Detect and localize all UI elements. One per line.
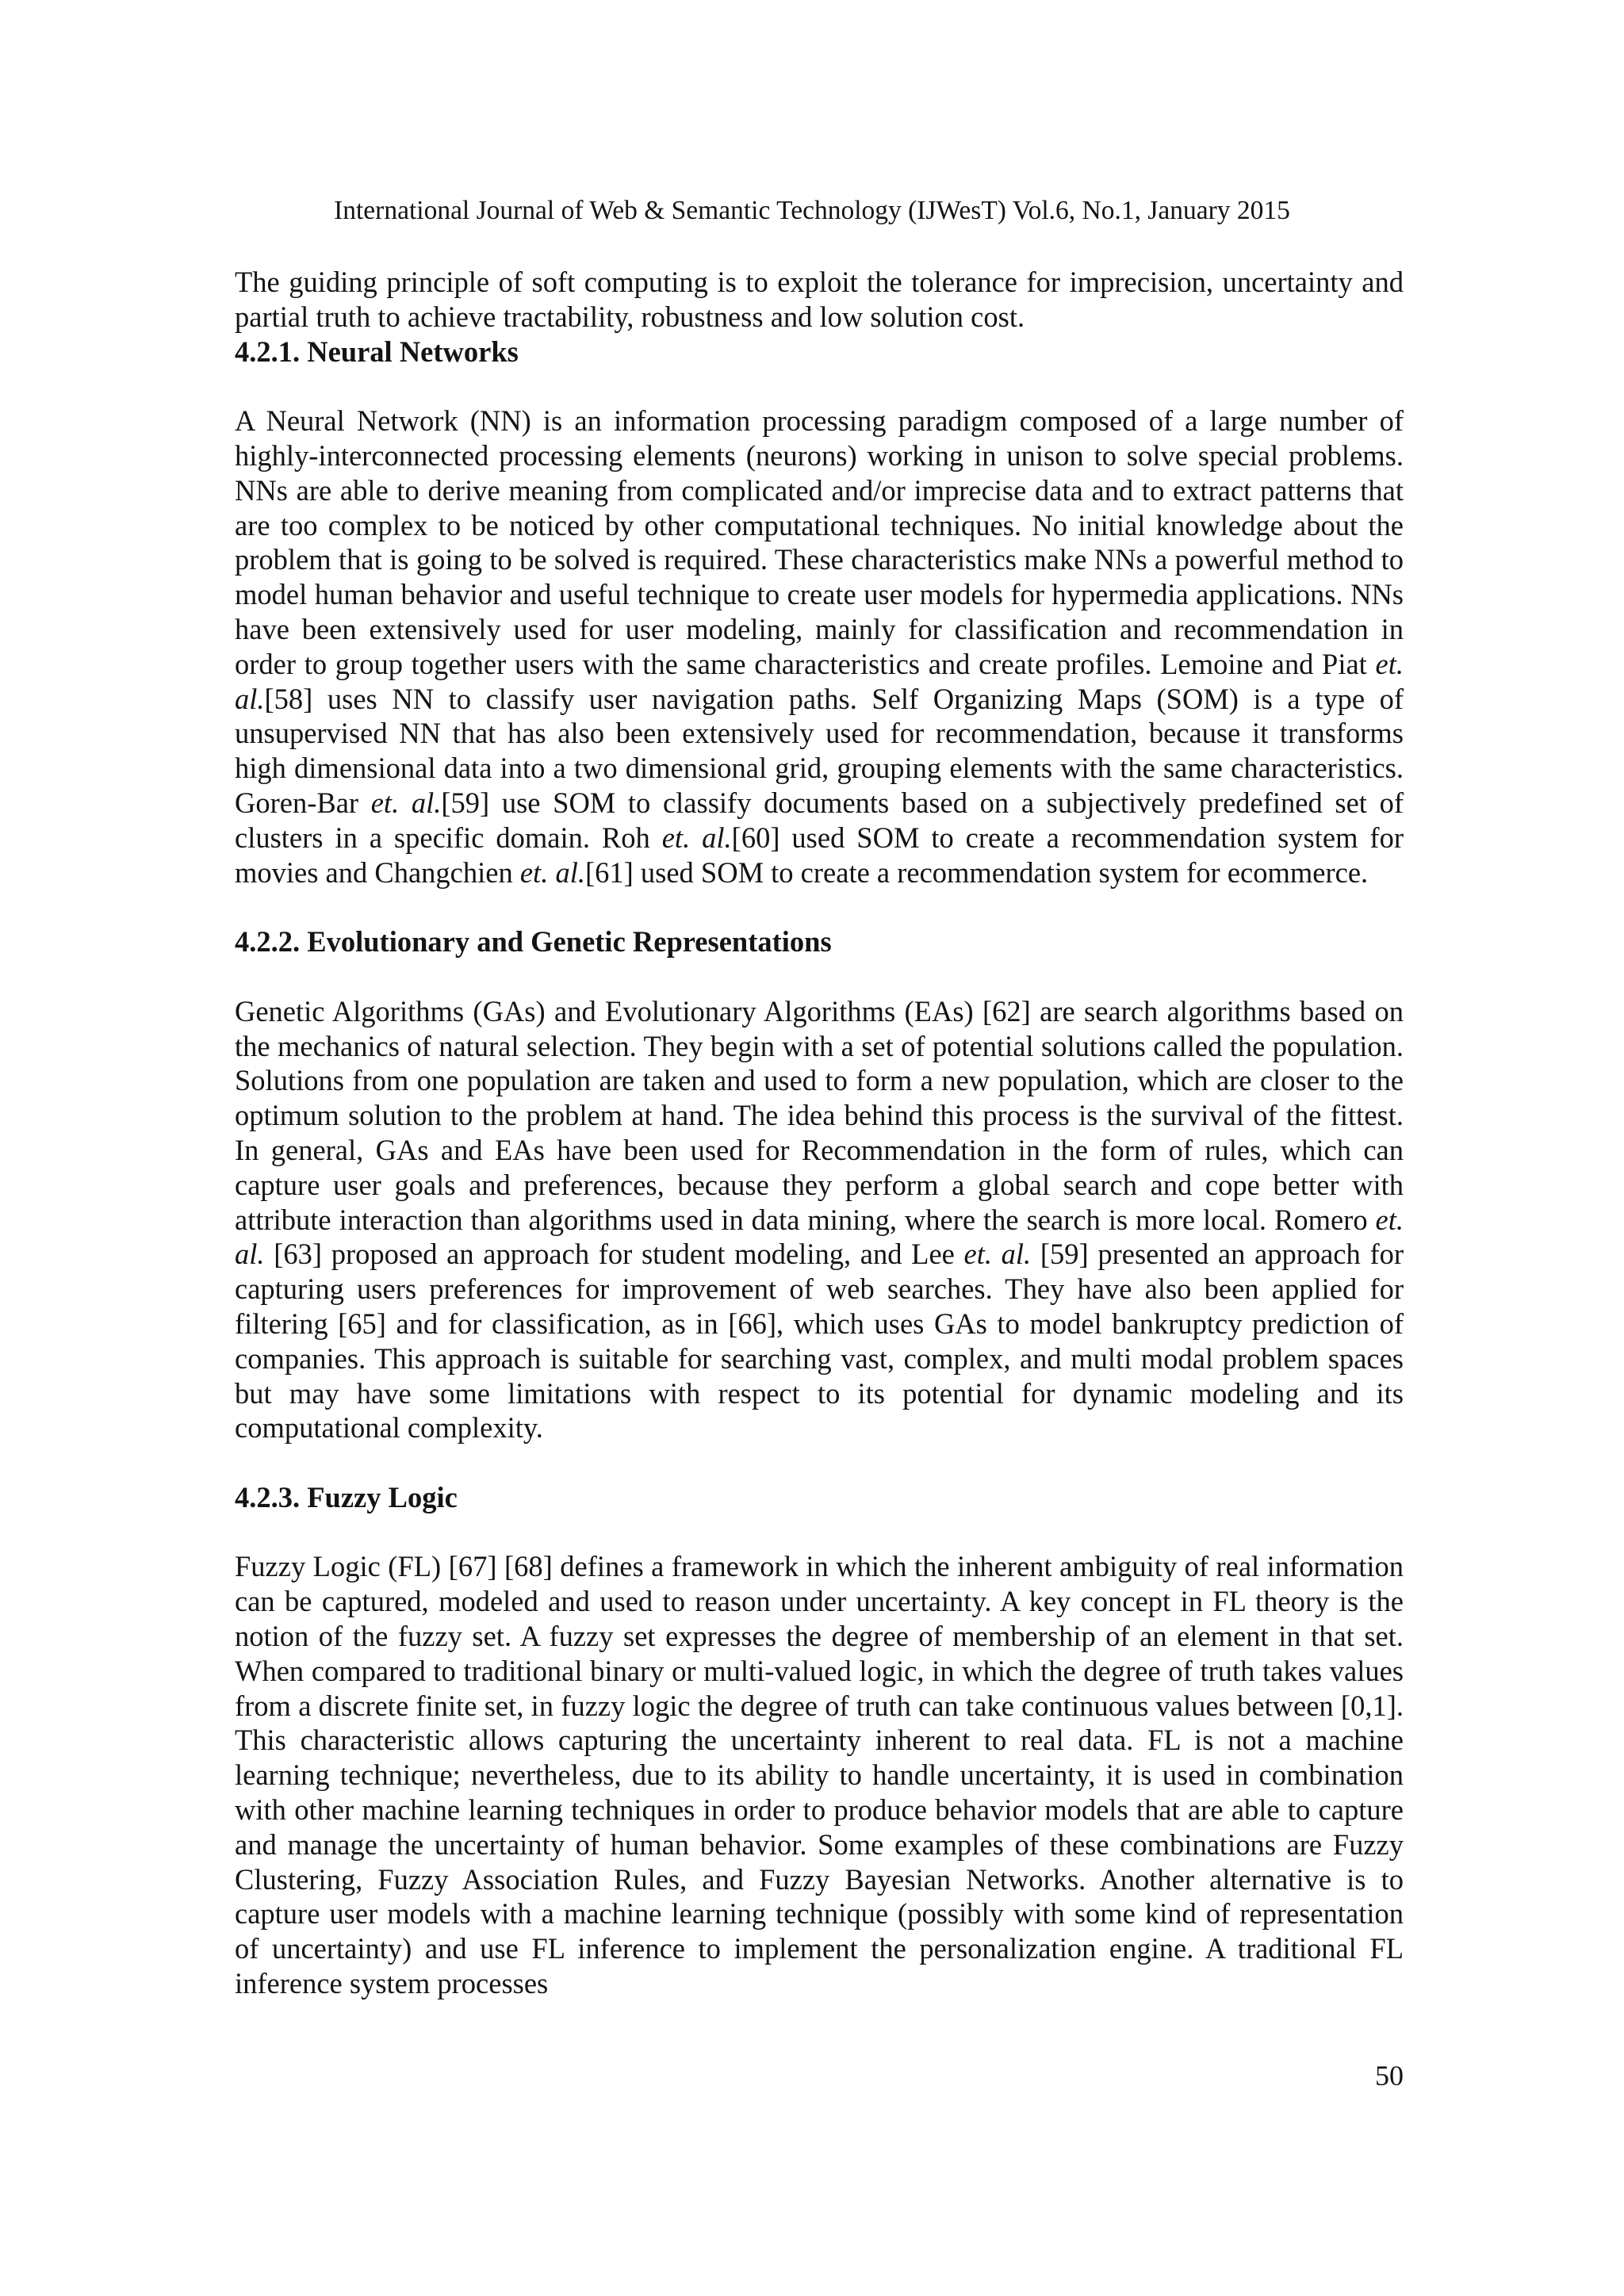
text-run: [61] used SOM to create a recommendation system for ecommerce. <box>584 855 1369 889</box>
page-body <box>235 265 1404 2001</box>
italic-et-al: et. al. <box>235 647 1404 715</box>
italic-et-al: et. al. <box>661 821 732 854</box>
paragraph-evolutionary-genetic <box>235 994 1404 1445</box>
intro-paragraph: The guiding principle of soft computing is to exploit the tolerance for imprecision, uncertainty and partial truth to achieve tractability, robustness and low solution cost. <box>235 266 1404 333</box>
italic-et-al: et. al. <box>519 855 585 889</box>
italic-et-al: et. al. <box>235 1203 1404 1271</box>
page-number: 50 <box>1375 2060 1404 2091</box>
spacer <box>235 369 1404 404</box>
text-run: [63] proposed an approach for student modeling, and Lee <box>264 1238 964 1271</box>
italic-et-al: et. al. <box>963 1238 1032 1271</box>
spacer <box>235 1515 1404 1550</box>
spacer <box>235 959 1404 994</box>
section-heading-fuzzy-logic: 4.2.3. Fuzzy Logic <box>235 1480 458 1513</box>
text-run: [59] use SOM to classify documents based on a subjectively predefined set of clusters in a specific domain. Roh <box>235 786 1404 854</box>
section-heading-neural-networks: 4.2.1. Neural Networks <box>235 335 519 368</box>
spacer <box>235 1445 1404 1480</box>
italic-et-al: et. al. <box>370 786 442 819</box>
text-run: A Neural Network (NN) is an information processing paradigm composed of a large number of highly-interconnected processing elements (neurons) working in unison to solve special problems. NNs are able to derive meaning from complicated and/or imprecise data and to extract patterns that are too complex to be noticed by other computational techniques. No initial knowledge about the problem that is going to be solved is required. These characteristics make NNs a powerful method to model human behavior and useful technique to create user models for hypermedia applications. NNs have been extensively used for user modeling, mainly for classification and recommendation in order to group together users with the same characteristics and create profiles. Lemoine and Piat <box>235 404 1404 680</box>
text-run: [59] presented an approach for capturing users preferences for improvement of web searches. They have also been applied for filtering [65] and for classification, as in [66], which uses GAs to model bankruptcy prediction of companies. This approach is suitable for searching vast, complex, and multi modal problem spaces but may have some limitations with respect to its potential for dynamic modeling and its computational complexity. <box>235 1238 1404 1445</box>
text-run: Genetic Algorithms (GAs) and Evolutionary Algorithms (EAs) [62] are search algorithms based on the mechanics of natural selection. They begin with a set of potential solutions called the population. Solutions from one population are taken and used to form a new population, which are closer to the optimum solution to the problem at hand. The idea behind this process is the survival of the fittest. In general, GAs and EAs have been used for Recommendation in the form of rules, which can capture user goals and preferences, because they perform a global search and cope better with attribute interaction than algorithms used in data mining, where the search is more local. Romero <box>235 994 1404 1236</box>
text-run: [60] used SOM to create a recommendation system for movies and Changchien <box>235 821 1404 889</box>
paragraph-neural-networks <box>235 404 1404 890</box>
section-heading-evolutionary-genetic: 4.2.2. Evolutionary and Genetic Representations <box>235 925 832 959</box>
spacer <box>235 890 1404 924</box>
paragraph-fuzzy-logic: Fuzzy Logic (FL) [67] [68] defines a framework in which the inherent ambiguity of real information can be captured, modeled and used to reason under uncertainty. A key concept in FL theory is the notion of the fuzzy set. A fuzzy set expresses the degree of membership of an element in that set. When compared to traditional binary or multi-valued logic, in which the degree of truth takes values from a discrete finite set, in fuzzy logic the degree of truth can take continuous values between [0,1]. This characteristic allows capturing the uncertainty inherent to real data. FL is not a machine learning technique; nevertheless, due to its ability to handle uncertainty, it is used in combination with other machine learning techniques in order to produce behavior models that are able to capture and manage the uncertainty of human behavior. Some examples of these combinations are Fuzzy Clustering, Fuzzy Association Rules, and Fuzzy Bayesian Networks. Another alternative is to capture user models with a machine learning technique (possibly with some kind of representation of uncertainty) and use FL inference to implement the personalization engine. A traditional FL inference system processes <box>235 1550 1404 2000</box>
running-header: International Journal of Web & Semantic Technology (IJWesT) Vol.6, No.1, January 2015 <box>334 196 1290 225</box>
text-run: [58] uses NN to classify user navigation paths. Self Organizing Maps (SOM) is a type of unsupervised NN that has also been extensively used for recommendation, because it transforms high dimensional data into a two dimensional grid, grouping elements with the same characteristics. Goren-Bar <box>235 682 1404 819</box>
